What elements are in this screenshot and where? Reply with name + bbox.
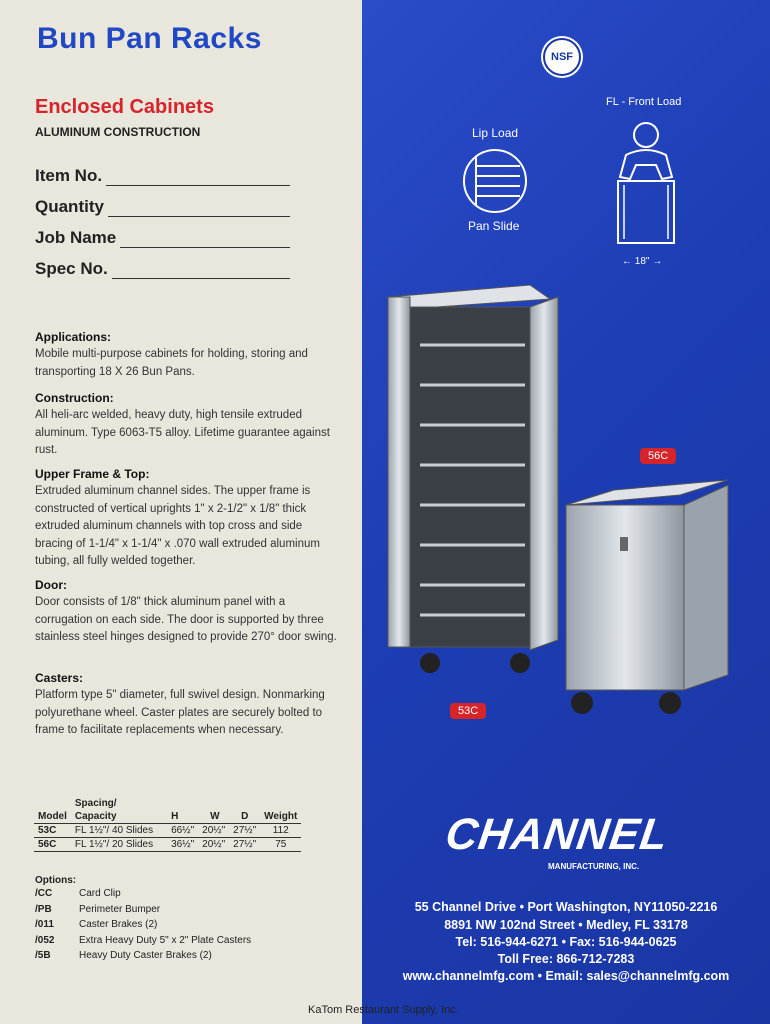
job-name-label: Job Name	[35, 228, 117, 247]
construction-section	[35, 389, 340, 460]
address-line-2: 8891 NW 102nd Street • Medley, FL 33178	[444, 918, 688, 932]
construction-label: ALUMINUM CONSTRUCTION	[35, 125, 201, 139]
front-load-icon	[606, 115, 686, 255]
toll-free-line: Toll Free: 866-712-7283	[497, 952, 635, 966]
options-title: Options:	[35, 875, 77, 886]
model-badge-53c: 53C	[450, 703, 486, 719]
header-d: D	[229, 810, 260, 824]
pan-slide-label: Pan Slide	[468, 219, 520, 233]
item-no-label: Item No.	[35, 166, 103, 185]
quantity-label: Quantity	[35, 197, 104, 216]
model-badge-56c: 56C	[640, 448, 676, 464]
section-title: Applications:	[35, 330, 112, 344]
spec-no-line	[112, 264, 290, 279]
upper-frame-section	[35, 465, 340, 571]
dimension-value: 18"	[634, 256, 650, 267]
header-w: W	[198, 810, 229, 824]
list-item: /CC Card Clip	[35, 888, 121, 899]
section-title: Construction:	[35, 391, 114, 405]
quantity-field[interactable]	[35, 197, 290, 217]
section-text: Extruded aluminum channel sides. The upper frame is constructed of vertical uprights 1" x 2-1/2" x 1/8" thick extruded aluminum channels with top cross and side bracing of 1-1/4" x 1-1/4" x .070 wall extruded aluminum tubing, all fully welded together.	[35, 485, 320, 567]
casters-section	[35, 669, 340, 740]
section-title: Upper Frame & Top:	[35, 467, 150, 481]
item-no-line	[106, 171, 290, 186]
job-name-line	[120, 233, 290, 248]
job-name-field[interactable]	[35, 228, 290, 248]
nsf-logo	[543, 38, 581, 76]
header-model: Model	[34, 810, 71, 824]
footer-text: KaTom Restaurant Supply, Inc.	[308, 1004, 459, 1016]
table-row: 53C FL 1½"/ 40 Slides 66½" 20½" 27½" 112	[34, 824, 301, 838]
section-title: Door:	[35, 578, 67, 592]
list-item: /5B Heavy Duty Caster Brakes (2)	[35, 950, 212, 961]
door-section	[35, 576, 340, 647]
lip-load-label: Lip Load	[472, 126, 519, 140]
list-item: /052 Extra Heavy Duty 5" x 2" Plate Casters	[35, 934, 252, 946]
spacing-header: Spacing/	[74, 798, 117, 809]
header-weight: Weight	[260, 810, 301, 824]
cabinet-56c-image	[560, 475, 735, 720]
page-title: Bun Pan Racks	[37, 22, 262, 55]
section-text: Platform type 5" diameter, full swivel design. Nonmarking polyurethane wheel. Caster plates are securely bolted to frame to facilitate replacements when necessary.	[35, 689, 325, 736]
brand-tagline: MANUFACTURING, INC.	[548, 862, 640, 871]
lip-load-icon	[462, 146, 528, 216]
section-text: All heli-arc welded, heavy duty, high tensile extruded aluminum. Type 6063-T5 alloy. Lifetime guarantee against rust.	[35, 409, 330, 456]
front-load-label: FL - Front Load	[606, 96, 682, 108]
section-title: Casters:	[35, 671, 84, 685]
address-line-1: 55 Channel Drive • Port Washington, NY11050-2216	[414, 900, 718, 914]
quantity-line	[108, 202, 290, 217]
options-list	[35, 875, 251, 966]
spec-table	[34, 797, 301, 852]
item-no-field[interactable]	[35, 166, 290, 186]
cabinet-53c-image	[380, 285, 565, 680]
section-text: Door consists of 1/8" thick aluminum panel with a corrugation on each side. The door is supported by three stainless steel hinges designed to provide 270° door swing.	[35, 596, 337, 643]
list-item: /PB Perimeter Bumper	[35, 903, 161, 915]
applications-section	[35, 328, 340, 381]
header-capacity: Capacity	[71, 810, 157, 824]
spec-no-field[interactable]	[35, 259, 290, 279]
spec-no-label: Spec No.	[35, 259, 108, 278]
nsf-text: NSF	[551, 51, 573, 63]
header-h: H	[157, 810, 198, 824]
dimension-label: ← 18" →	[622, 256, 663, 267]
web-email-line: www.channelmfg.com • Email: sales@channelmfg.com	[402, 969, 730, 983]
brand-logo: CHANNEL	[442, 810, 672, 859]
product-subtitle: Enclosed Cabinets	[35, 96, 214, 118]
section-text: Mobile multi-purpose cabinets for holding, storing and transporting 18 X 26 Bun Pans.	[35, 348, 308, 378]
list-item: /011 Caster Brakes (2)	[35, 919, 158, 930]
table-row: 56C FL 1½"/ 20 Slides 36½" 20½" 27½" 75	[34, 838, 301, 852]
phone-line: Tel: 516-944-6271 • Fax: 516-944-0625	[455, 935, 677, 949]
